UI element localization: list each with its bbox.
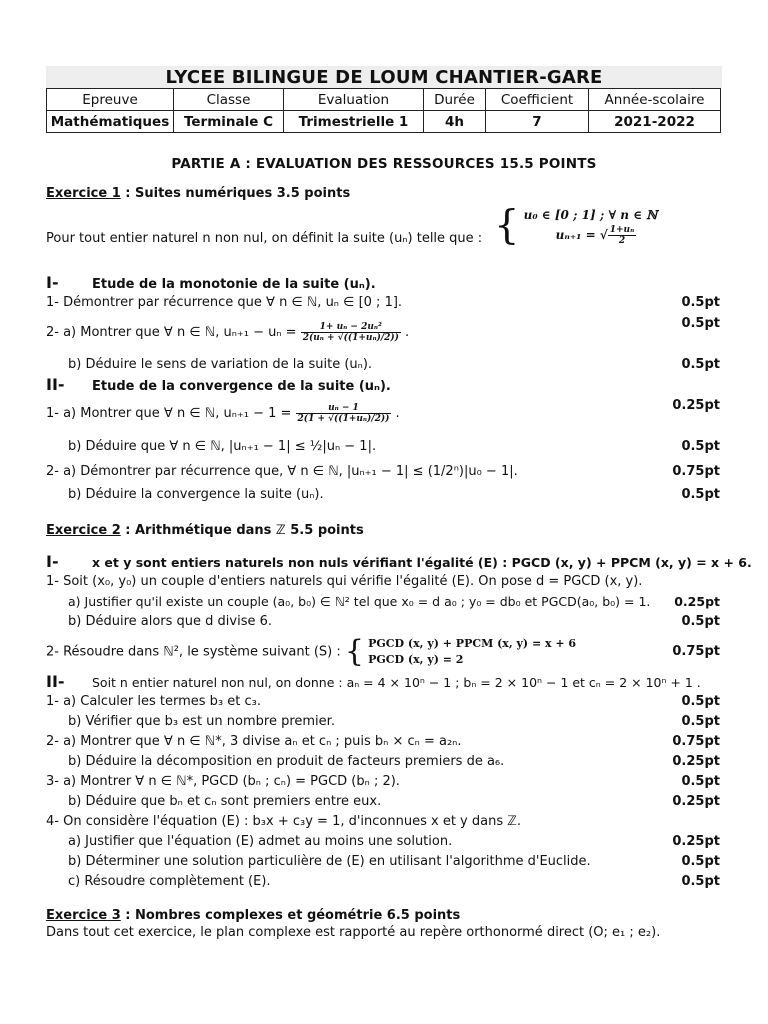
exam-info-table xyxy=(46,88,721,133)
ex1-q3b xyxy=(46,437,722,457)
ex2-p1b xyxy=(46,612,722,632)
ex1-section-II xyxy=(46,375,722,395)
ex2-q3a-text: 3- a) Montrer ∀ n ∈ ℕ*, PGCD (bₙ ; cₙ) = PGCD (bₙ ; 2). xyxy=(46,774,400,789)
ex2-q1b-text: b) Vérifier que b₃ est un nombre premier. xyxy=(68,714,335,729)
ex2-p2-sys-line1: PGCD (x, y) + PPCM (x, y) = x + 6 xyxy=(368,637,577,650)
ex2-title-label: Exercice 2 xyxy=(46,523,121,538)
ex1-title xyxy=(46,186,722,201)
ex2-p2-sys-line2: PGCD (x, y) = 2 xyxy=(368,653,464,666)
ex3-title-label: Exercice 3 xyxy=(46,908,121,923)
ex2-p1 xyxy=(46,572,722,592)
ex2-q1a-points: 0.5pt xyxy=(681,694,720,709)
ex3-title xyxy=(46,908,722,923)
ex1-q4b-points: 0.5pt xyxy=(681,487,720,502)
val-classe: Terminale C xyxy=(174,111,284,133)
ex2-title-rest: : Arithmétique dans ℤ 5.5 points xyxy=(120,523,364,538)
ex1-section-II-num: II- xyxy=(46,375,65,394)
ex2-q4b-points: 0.5pt xyxy=(681,854,720,869)
ex2-q4b xyxy=(46,852,722,872)
ex2-q4c xyxy=(46,872,722,892)
ex2-p1-text: 1- Soit (x₀, y₀) un couple d'entiers naturels qui vérifie l'égalité (E). On pose d = PGCD (x, y). xyxy=(46,574,643,589)
ex2-q4a-text: a) Justifier que l'équation (E) admet au moins une solution. xyxy=(68,834,453,849)
ex1-q3a-den: 2(1 + √((1+uₙ)/2)) xyxy=(297,414,390,424)
ex1-q2a-num: 1+ uₙ − 2uₙ² xyxy=(301,322,401,333)
ex2-p1a-text: a) Justifier qu'il existe un couple (a₀, b₀) ∈ ℕ² tel que x₀ = d a₀ ; y₀ = db₀ et PGCD(a₀, b₀) = 1. xyxy=(68,594,651,609)
ex2-p1b-points: 0.5pt xyxy=(681,614,720,629)
ex1-sys-den: 2 xyxy=(618,236,626,246)
ex1-q3b-points: 0.5pt xyxy=(681,439,720,454)
ex3-title-rest: : Nombres complexes et géométrie 6.5 points xyxy=(120,908,461,923)
ex1-q4b xyxy=(46,485,722,505)
ex2-p2 xyxy=(46,632,722,672)
ex1-brace: { xyxy=(494,202,520,249)
ex1-sys-line1: u₀ ∈ [0 ; 1] ; ∀ n ∈ ℕ xyxy=(523,208,658,222)
ex1-q4a xyxy=(46,462,722,482)
ex1-section-I-num: I- xyxy=(46,273,59,292)
ex1-intro: Pour tout entier naturel n non nul, on définit la suite (uₙ) telle que : xyxy=(46,231,483,246)
partie-title: PARTIE A : EVALUATION DES RESSOURCES 15.5 POINTS xyxy=(171,156,597,172)
ex2-q1a xyxy=(46,692,722,712)
ex2-p1b-text: b) Déduire alors que d divise 6. xyxy=(68,614,273,629)
ex1-section-I-title: Etude de la monotonie de la suite (uₙ). xyxy=(92,277,376,292)
ex2-q4-text: 4- On considère l'équation (E) : b₃x + c₃y = 1, d'inconnues x et y dans ℤ. xyxy=(46,814,522,829)
ex2-section-I xyxy=(46,552,752,572)
ex1-q3b-text: b) Déduire que ∀ n ∈ ℕ, |uₙ₊₁ − 1| ≤ ½|uₙ − 1|. xyxy=(68,439,377,454)
ex2-q4b-text: b) Déterminer une solution particulière de (E) en utilisant l'algorithme d'Euclide. xyxy=(68,854,591,869)
ex1-q1-points: 0.5pt xyxy=(681,295,720,310)
ex1-sys-num: 1+uₙ xyxy=(609,225,635,235)
val-duree: 4h xyxy=(424,111,486,133)
ex1-title-label: Exercice 1 xyxy=(46,186,121,201)
ex2-section-I-num: I- xyxy=(46,552,59,571)
ex1-q3a-text: 1- a) Montrer que ∀ n ∈ ℕ, uₙ₊₁ − 1 = xyxy=(46,406,296,421)
ex2-q4c-points: 0.5pt xyxy=(681,874,720,889)
ex3-intro-text: Dans tout cet exercice, le plan complexe est rapporté au repère orthonormé direct (O; e₁ ; e₂). xyxy=(46,925,661,940)
val-epreuve: Mathématiques xyxy=(47,111,174,133)
col-classe: Classe xyxy=(174,89,284,111)
ex1-q2a: 2- a) Montrer que ∀ n ∈ ℕ, uₙ₊₁ − uₙ = $\frac{\text{1+ uₙ − 2uₙ²}}{\text{2(uₙ + √((1+uₙ)/2))}}$ . 0.5pt xyxy=(46,313,722,353)
ex2-q1b-points: 0.5pt xyxy=(681,714,720,729)
val-coefficient: 7 xyxy=(486,111,589,133)
col-evaluation: Evaluation xyxy=(284,89,424,111)
exam-page xyxy=(46,66,752,943)
ex1-system xyxy=(494,202,658,249)
ex1-q2a-points: 0.5pt xyxy=(681,316,720,331)
ex1-q3a-num: uₙ − 1 xyxy=(296,403,392,414)
ex1-q4a-points: 0.75pt xyxy=(672,464,720,479)
ex1-q2b-points: 0.5pt xyxy=(681,357,720,372)
val-evaluation: Trimestrielle 1 xyxy=(284,111,424,133)
ex2-p2-points: 0.75pt xyxy=(672,644,720,659)
ex1-q4a-text: 2- a) Démontrer par récurrence que, ∀ n ∈ ℕ, |uₙ₊₁ − 1| ≤ (1/2ⁿ)|u₀ − 1|. xyxy=(46,464,518,479)
ex2-q4a-points: 0.25pt xyxy=(672,834,720,849)
ex2-q4 xyxy=(46,812,722,832)
ex2-p2-brace: { xyxy=(344,634,364,669)
ex2-p1a-points: 0.25pt xyxy=(674,594,720,609)
ex2-q2a-text: 2- a) Montrer que ∀ n ∈ ℕ*, 3 divise aₙ et cₙ ; puis bₙ × cₙ = a₂ₙ. xyxy=(46,734,462,749)
ex2-section-II-text: Soit n entier naturel non nul, on donne : aₙ = 4 × 10ⁿ − 1 ; bₙ = 2 × 10ⁿ − 1 et cₙ = 2 × 10ⁿ + 1 . xyxy=(92,675,701,690)
ex1-q2a-text: 2- a) Montrer que ∀ n ∈ ℕ, uₙ₊₁ − uₙ = xyxy=(46,325,301,340)
ex1-intro-block xyxy=(46,202,722,267)
ex1-q2b xyxy=(46,355,722,375)
ex1-q1-text: 1- Démontrer par récurrence que ∀ n ∈ ℕ, uₙ ∈ [0 ; 1]. xyxy=(46,295,403,310)
ex2-q2a xyxy=(46,732,722,752)
ex2-p2-text: 2- Résoudre dans ℕ², le système suivant (S) : xyxy=(46,644,341,660)
ex2-q1b xyxy=(46,712,722,732)
school-name: LYCEE BILINGUE DE LOUM CHANTIER-GARE xyxy=(46,66,722,88)
col-duree: Durée xyxy=(424,89,486,111)
ex1-section-I xyxy=(46,273,722,293)
ex1-q2b-text: b) Déduire le sens de variation de la suite (uₙ). xyxy=(68,357,373,372)
ex2-q4a xyxy=(46,832,722,852)
col-epreuve: Epreuve xyxy=(47,89,174,111)
ex2-q2b xyxy=(46,752,722,772)
ex1-q4b-text: b) Déduire la convergence la suite (uₙ). xyxy=(68,487,324,502)
ex2-section-II xyxy=(46,672,722,692)
ex1-q2a-den: 2(uₙ + √((1+uₙ)/2)) xyxy=(302,333,399,343)
ex2-q3a xyxy=(46,772,722,792)
ex2-q4c-text: c) Résoudre complètement (E). xyxy=(68,874,271,889)
col-coefficient: Coefficient xyxy=(486,89,589,111)
ex2-q3b xyxy=(46,792,722,812)
ex2-p1a xyxy=(46,592,722,612)
ex2-q2b-text: b) Déduire la décomposition en produit de facteurs premiers de a₆. xyxy=(68,754,505,769)
ex2-section-II-num: II- xyxy=(46,672,65,691)
col-annee: Année-scolaire xyxy=(589,89,721,111)
ex2-q3b-points: 0.25pt xyxy=(672,794,720,809)
ex2-q3b-text: b) Déduire que bₙ et cₙ sont premiers entre eux. xyxy=(68,794,382,809)
ex1-sys-line2a: uₙ₊₁ = xyxy=(555,228,600,242)
ex2-q1a-text: 1- a) Calculer les termes b₃ et c₃. xyxy=(46,694,262,709)
ex1-section-II-title: Etude de la convergence de la suite (uₙ). xyxy=(92,379,391,394)
ex2-q2a-points: 0.75pt xyxy=(672,734,720,749)
ex1-title-rest: : Suites numériques 3.5 points xyxy=(120,186,351,201)
ex2-title xyxy=(46,523,722,538)
ex1-q3a: 1- a) Montrer que ∀ n ∈ ℕ, uₙ₊₁ − 1 = $\frac{\text{uₙ − 1}}{\text{2(1 + √((1+uₙ)/2))}}$ . 0.25pt xyxy=(46,395,722,433)
ex2-q3a-points: 0.5pt xyxy=(681,774,720,789)
ex3-intro xyxy=(46,923,722,943)
ex2-section-I-text: x et y sont entiers naturels non nuls vérifiant l'égalité (E) : PGCD (x, y) + PPCM (x, y) = x + 6. xyxy=(92,555,752,570)
ex1-q3a-points: 0.25pt xyxy=(672,398,720,413)
ex1-q1 xyxy=(46,293,722,313)
ex1-sys-line2: uₙ₊₁ = √ $\frac{\text{1+uₙ}}{2}$ xyxy=(555,225,635,246)
ex2-q2b-points: 0.25pt xyxy=(672,754,720,769)
val-annee: 2021-2022 xyxy=(589,111,721,133)
